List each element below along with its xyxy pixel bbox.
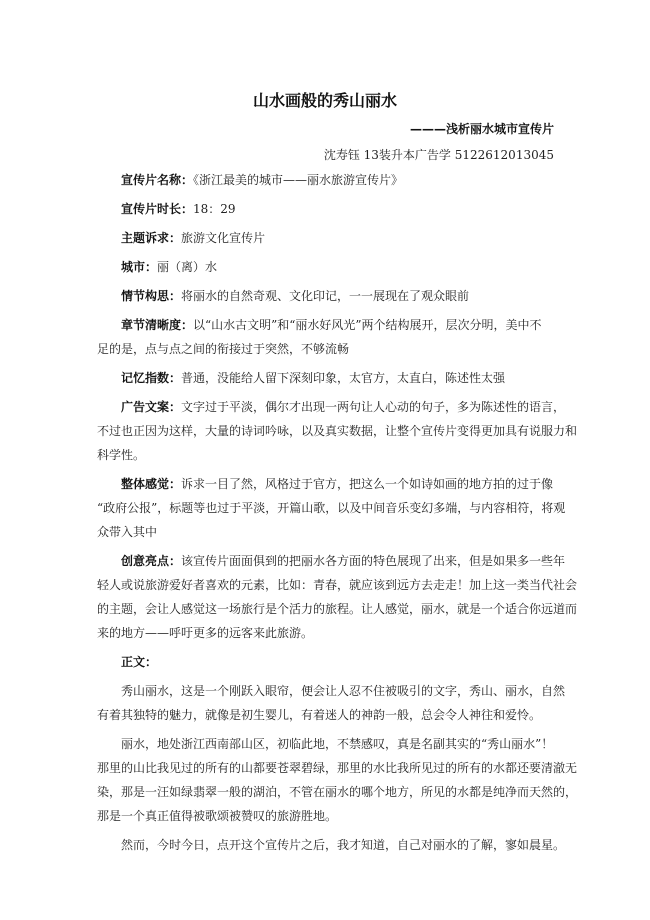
body-heading-label: 正文：: [121, 655, 158, 669]
field-value: 诉求一目了然，风格过于官方，把这么一个如诗如画的地方拍的过于像: [181, 477, 554, 491]
body-paragraph-3: [97, 833, 566, 857]
field-value: 18：29: [193, 202, 236, 216]
field-creative-highlights: [97, 549, 578, 645]
field-label: 宣传片时长：: [121, 202, 194, 216]
document-subtitle: ———浅析丽水城市宣传片: [409, 122, 554, 136]
body-heading: [97, 650, 554, 674]
document-title: 山水画般的秀山丽水: [252, 91, 397, 110]
field-label: 记忆指数：: [121, 371, 182, 385]
field-chapter-clarity: [97, 313, 554, 361]
field-value-line: 轻人或说旅游爱好者喜欢的元素，比如：青春，就应该到远方去走走！加上这一类当代社会: [97, 578, 578, 592]
paragraph-line: 有着其独特的魅力，就像是初生婴儿，有着迷人的神韵一般，总会令人神往和爱怜。: [97, 708, 542, 722]
author-line: 沈寿钰 13装升本广告学 5122612013045: [323, 148, 554, 162]
field-label: 创意亮点：: [121, 554, 182, 568]
field-city: [97, 255, 554, 279]
paragraph-line: 丽水，地处浙江西南部山区，初临此地，不禁感叹，真是名副其实的“秀山丽水”！: [121, 737, 554, 751]
field-label: 广告文案：: [121, 400, 182, 414]
paragraph-line: 然而，今时今日，点开这个宣传片之后，我才知道，自己对丽水的了解，寥如晨星。: [121, 838, 566, 852]
field-value: 将丽水的自然奇观、文化印记，一一展现在了观众眼前: [181, 289, 470, 303]
field-value: 普通，没能给人留下深刻印象，太官方，太直白，陈述性太强: [181, 371, 506, 385]
paragraph-line: 染，那是一汪如绿翡翠一般的湖泊，不管在丽水的哪个地方，所见的水都是纯净而天然的，: [97, 785, 578, 799]
field-value-line: 众带入其中: [97, 525, 158, 539]
field-value-line: 足的是，点与点之间的衔接过于突然，不够流畅: [97, 342, 350, 356]
paragraph-line: 那是一个真正值得被歌颂被赞叹的旅游胜地。: [97, 809, 338, 823]
field-value: 《浙江最美的城市——丽水旅游宣传片》: [193, 173, 404, 187]
field-label: 情节构思：: [121, 289, 182, 303]
field-value: 丽（离）水: [157, 260, 218, 274]
field-value: 该宣传片面面俱到的把丽水各方面的特色展现了出来，但是如果多一些年: [181, 554, 566, 568]
field-ad-copy: [97, 395, 578, 467]
paragraph-line: 秀山丽水，这是一个刚跃入眼帘，便会让人忍不住被吸引的文字，秀山、丽水，自然: [121, 684, 566, 698]
field-value: 以“山水古文明”和“丽水好风光”两个结构展开，层次分明，美中不: [193, 318, 542, 332]
document-body: [97, 168, 578, 862]
body-paragraph-2: [97, 732, 578, 828]
field-label: 城市：: [121, 260, 158, 274]
field-value-line: 的主题，会让人感觉这一场旅行是个活力的旅程。让人感觉，丽水，就是一个适合你远道而: [97, 602, 578, 616]
field-duration: [97, 197, 554, 221]
field-value: 文字过于平淡，偶尔才出现一两句让人心动的句子，多为陈述性的语言，: [181, 400, 566, 414]
paragraph-line: 那里的山比我见过的所有的山都要苍翠碧绿，那里的水比我所见过的所有的水都还要清澈无: [97, 761, 578, 775]
field-value-line: 不过也正因为这样，大量的诗词吟咏，以及真实数据，让整个宣传片变得更加具有说服力和: [97, 424, 578, 438]
field-label: 章节清晰度：: [121, 318, 194, 332]
field-value-line: 科学性。: [97, 448, 146, 462]
field-value-line: “政府公报”，标题等也过于平淡，开篇山歌，以及中间音乐变幻多端，与内容相符，将观: [97, 501, 566, 515]
field-label: 主题诉求：: [121, 231, 182, 245]
field-value: 旅游文化宣传片: [181, 231, 266, 245]
field-label: 宣传片名称：: [121, 173, 194, 187]
field-overall-feeling: [97, 472, 566, 544]
field-theme: [97, 226, 554, 250]
field-film-name: [97, 168, 554, 192]
field-value-line: 来的地方——呼吁更多的远客来此旅游。: [97, 626, 314, 640]
field-plot: [97, 284, 554, 308]
field-memory-index: [97, 366, 554, 390]
body-paragraph-1: [97, 679, 566, 727]
field-label: 整体感觉：: [121, 477, 182, 491]
